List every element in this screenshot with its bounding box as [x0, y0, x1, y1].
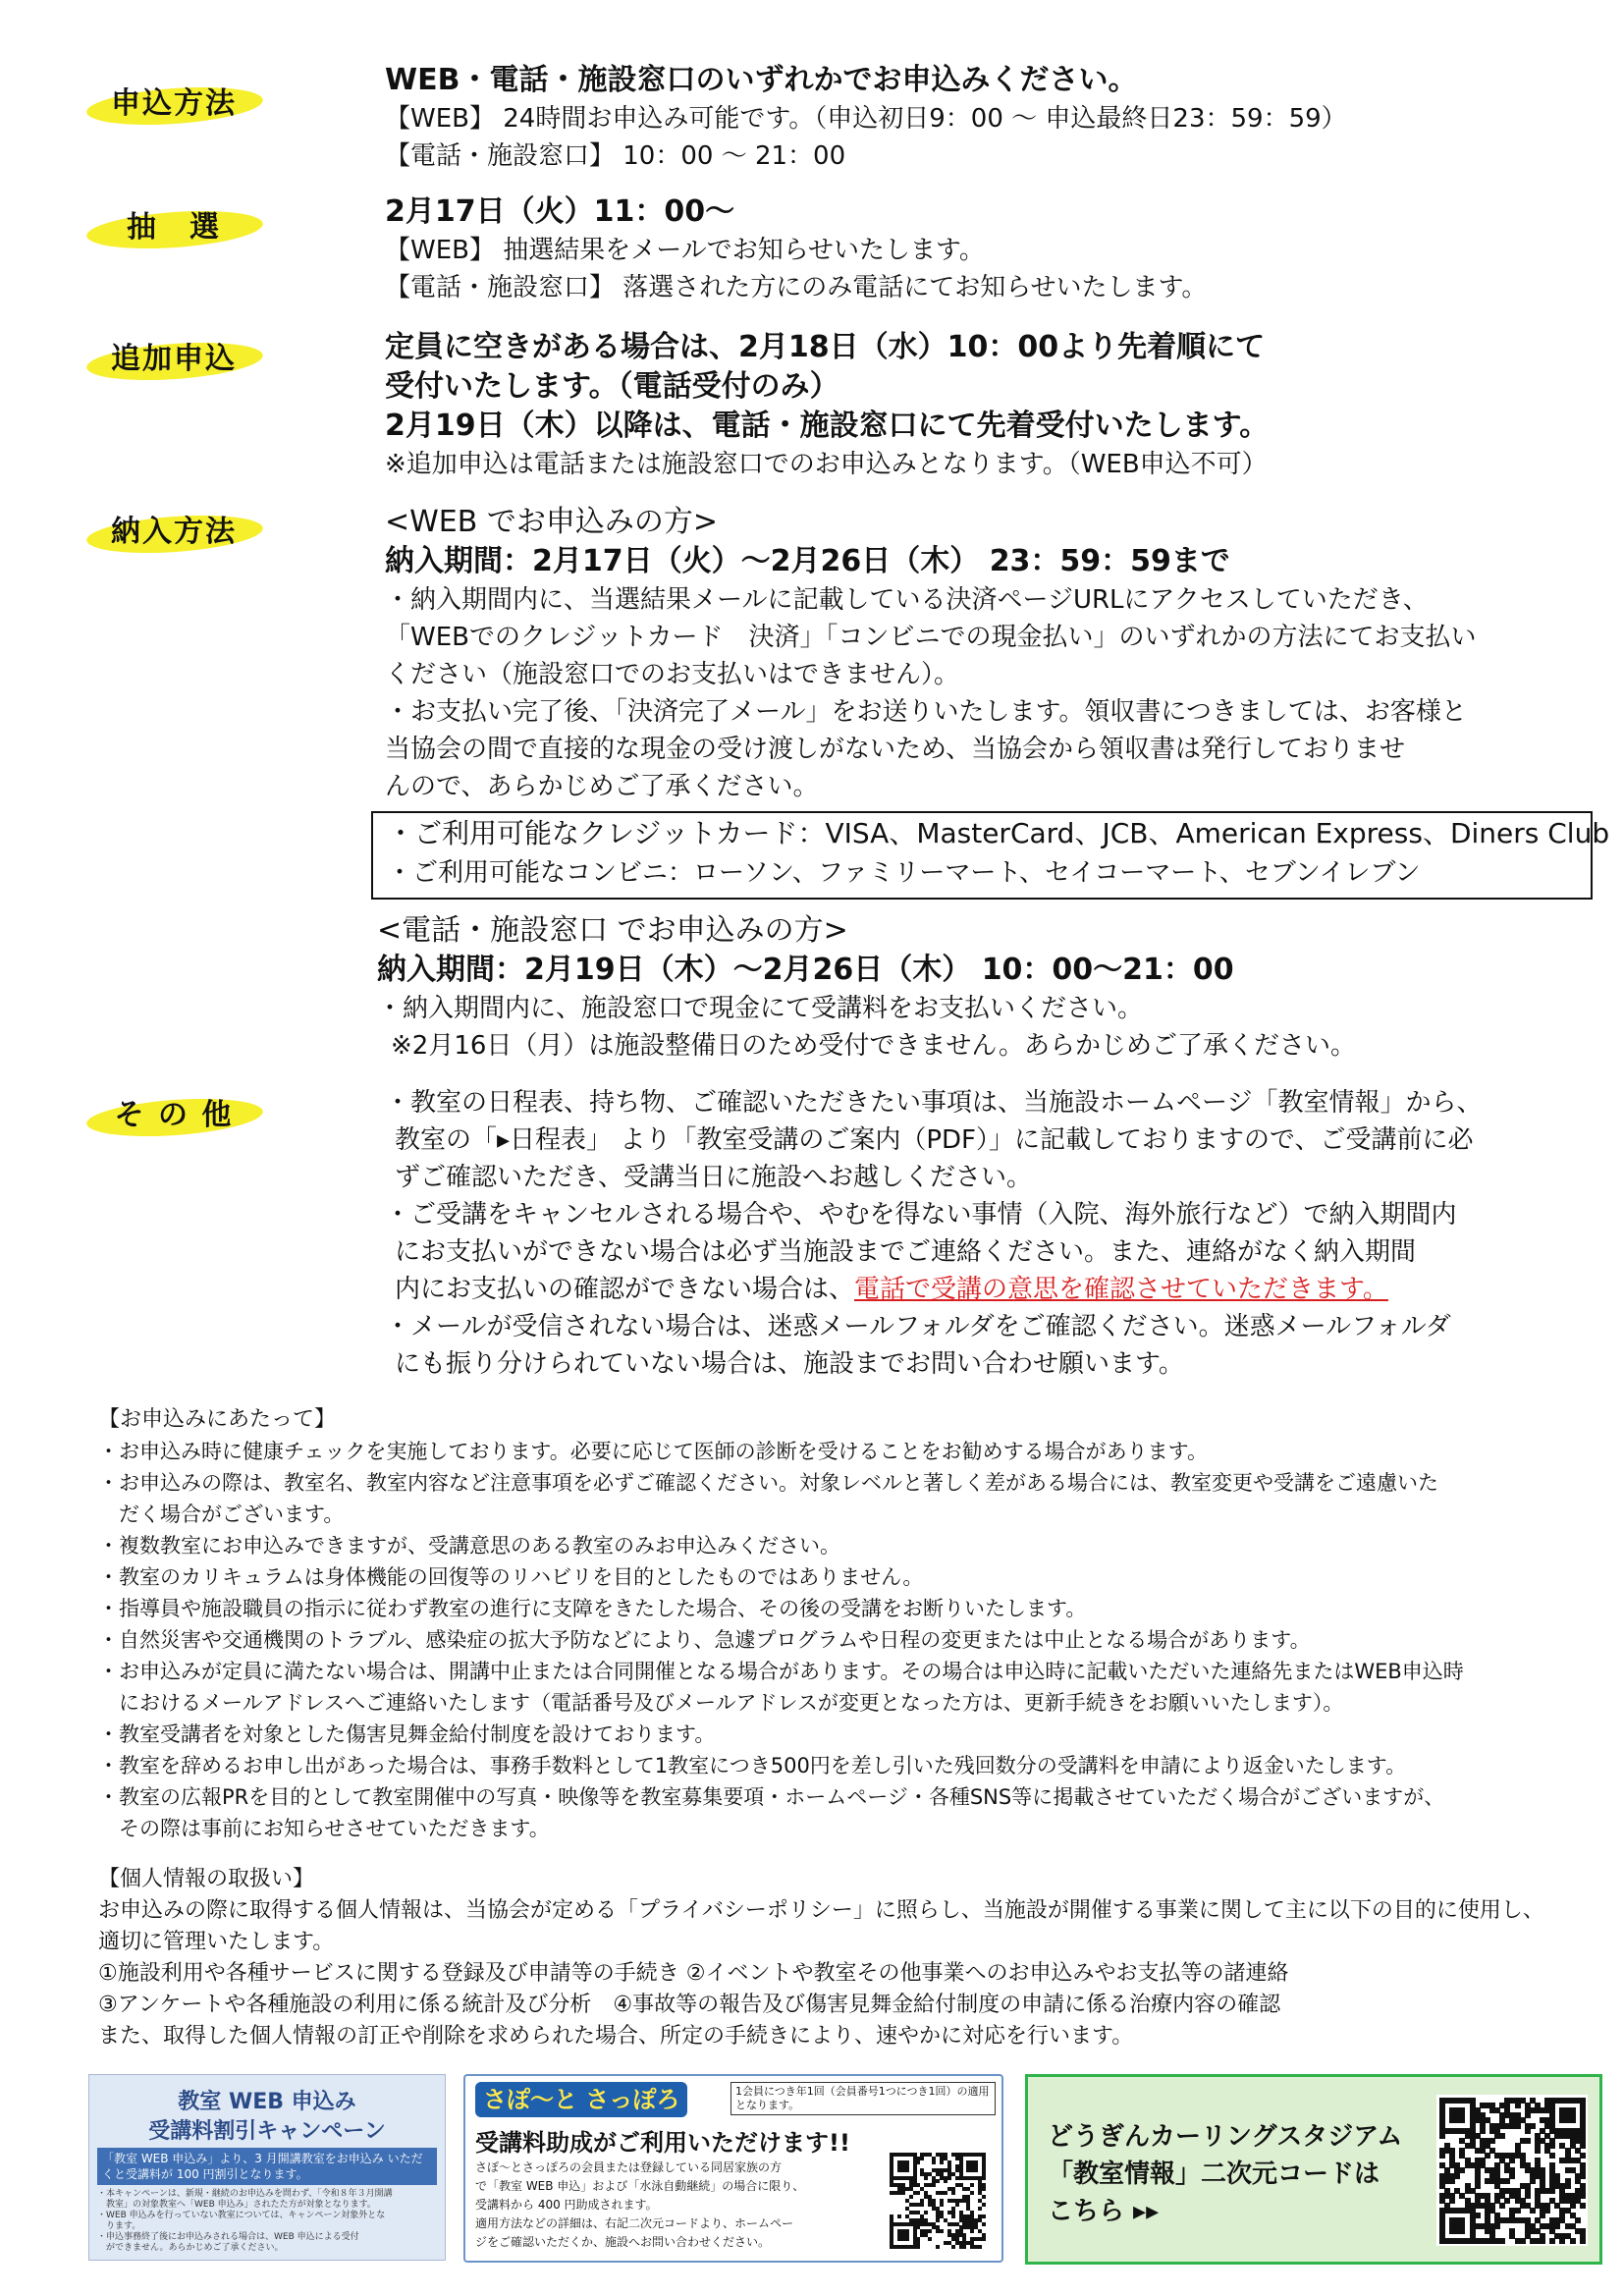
section-body-lottery	[385, 192, 1583, 306]
notes-line: におけるメールアドレスへご連絡いたします（電話番号及びメールアドレスが変更となった方は、更新手続きをお願いいたします）。	[98, 1691, 1344, 1715]
qr-module	[974, 2168, 978, 2172]
notes-line: だく場合がございます。	[98, 1503, 345, 1526]
qr-module	[951, 2245, 955, 2249]
qr-module	[982, 2222, 986, 2226]
qr-module	[955, 2203, 959, 2207]
curling-qr-panel	[1025, 2074, 1602, 2265]
qr-module	[962, 2245, 966, 2249]
sapporo-qr-code[interactable]	[890, 2153, 986, 2249]
qr-module	[932, 2183, 936, 2187]
sapporo-body-line: 受講料から 400 円助成されます。	[475, 2198, 658, 2212]
qr-module	[1549, 2238, 1555, 2244]
qr-module	[1459, 2228, 1465, 2234]
section-label-apply	[81, 69, 267, 122]
qr-module	[1439, 2153, 1445, 2159]
payment-web-line: 「WEBでのクレジットカード 決済」「コンビニでの現金払い」のいずれかの方法にてお支払い	[385, 623, 1477, 652]
qr-module	[1504, 2198, 1510, 2204]
qr-module	[1449, 2198, 1455, 2204]
campaign-title-1: 教室 WEB 申込み	[178, 2090, 356, 2114]
lottery-line-2: 【WEB】 抽選結果をメールでお知らせいたします。	[385, 236, 985, 265]
privacy-line: 適切に管理いたします。	[98, 1930, 335, 1954]
qr-module	[1549, 2188, 1555, 2194]
sapporo-usage-note: 1会員につき年1回（会員番号1つにつき1回）の適用となります。	[730, 2082, 996, 2115]
payment-options-box	[371, 811, 1610, 900]
application-notes	[98, 1404, 1551, 1844]
qr-module	[905, 2237, 909, 2241]
additional-line-2: 受付いたします。（電話受付のみ）	[385, 369, 839, 404]
section-body-apply	[385, 61, 1583, 175]
qr-module	[1489, 2138, 1495, 2144]
notes-line: ・お申込みが定員に満たない場合は、開講中止または合同開催となる場合があります。その場合は申込時に記載いただいた連絡先またはWEB申込時	[98, 1660, 1464, 1683]
qr-module	[1515, 2208, 1521, 2214]
qr-module	[1530, 2178, 1536, 2184]
qr-module	[1565, 2183, 1571, 2189]
qr-module	[928, 2229, 932, 2233]
qr-module	[1580, 2193, 1586, 2199]
privacy-line: ③アンケートや各種施設の利用に係る統計及び分析 ④事故等の報告及び傷害見舞金給付制度の申請に係る治療内容の確認	[98, 1993, 1281, 2017]
payment-web-heading: <WEB でお申込みの方>	[385, 505, 719, 539]
sapporo-body-line: さぽ〜とさっぽろの会員または登録している同居家族の方	[475, 2160, 783, 2174]
payment-web-line: 当協会の間で直接的な現金の受け渡しがないため、当協会から領収書は発行しておりませ	[385, 735, 1405, 764]
qr-module	[951, 2191, 955, 2195]
qr-module	[970, 2191, 974, 2195]
qr-module	[1535, 2148, 1541, 2154]
section-body-other	[385, 1084, 1583, 1383]
other-line: ・ご受講をキャンセルされる場合や、やむを得ない事情（入院、海外旅行など）で納入期間内	[385, 1200, 1457, 1230]
qr-module	[1559, 2238, 1565, 2244]
campaign-note: ・申込事務終了後にお申込みされる場合は、WEB 申込による受付	[97, 2232, 359, 2242]
qr-module	[932, 2160, 936, 2164]
qr-module	[1485, 2153, 1490, 2159]
other-line: にお支払いができない場合は必ず当施設までご連絡ください。また、連絡がなく納入期間	[395, 1237, 1417, 1267]
notes-line: ・教室を辞めるお申し出があった場合は、事務手数料として1教室につき500円を差し引いた残回数分の受講料を申請により返金いたします。	[98, 1754, 1407, 1777]
qr-module	[1544, 2208, 1550, 2214]
qr-module	[1570, 2238, 1576, 2244]
credit-card-line: ・ご利用可能なクレジットカード：VISA、MasterCard、JCB、American Express、Diners Club	[387, 817, 1610, 849]
section-label-lottery	[81, 192, 267, 246]
payment-counter-line: ※2月16日（月）は施設整備日のため受付できません。あらかじめご了承ください。	[391, 1031, 1356, 1061]
qr-module	[916, 2245, 920, 2249]
additional-line-1: 定員に空きがある場合は、2月18日（水）10：00より先着順にて	[385, 330, 1266, 364]
section-label-additional	[81, 324, 267, 377]
privacy-line: ①施設利用や各種サービスに関する登録及び申請等の手続き ②イベントや教室その他事業へのお申込みやお支払等の諸連絡	[98, 1961, 1289, 1986]
qr-module	[970, 2183, 974, 2187]
other-line: ・教室の日程表、持ち物、ご確認いただきたい事項は、当施設ホームページ「教室情報」から、	[385, 1088, 1483, 1118]
qr-module	[1540, 2213, 1545, 2218]
label-text: 追加申込	[111, 342, 237, 376]
section-body-payment-web	[385, 503, 1583, 805]
qr-module	[944, 2179, 947, 2183]
qr-module	[1580, 2238, 1586, 2244]
qr-module	[928, 2237, 932, 2241]
qr-info-line-3: こちら ▸▸	[1048, 2197, 1160, 2226]
qr-module	[944, 2191, 947, 2195]
privacy-line: お申込みの際に取得する個人情報は、当協会が定める「プライバシーポリシー」に照らし、当施設が開催する事業に関して主に以下の目的に使用し、	[98, 1898, 1544, 1923]
qr-module	[1580, 2153, 1586, 2159]
notes-line: ・複数教室にお申込みできますが、受講意思のある教室のみお申込みください。	[98, 1534, 840, 1558]
sapporo-body-line: で「教室 WEB 申込」および「水泳自動継続」の場合に限り、	[475, 2179, 805, 2193]
qr-module	[1515, 2103, 1521, 2108]
notes-line: ・お申込み時に健康チェックを実施しております。必要に応じて医師の診断を受けることをお勧めする場合があります。	[98, 1440, 1209, 1463]
campaign-note: 教室」の対象教室へ「WEB 申込み」されたた方が対象となります。	[97, 2200, 376, 2210]
qr-module	[1475, 2213, 1481, 2218]
qr-module	[940, 2203, 944, 2207]
qr-module	[1459, 2167, 1465, 2173]
qr-module	[936, 2245, 940, 2249]
other-line-with-red	[385, 1271, 1583, 1308]
apply-line-2: 【WEB】 24時間お申込み可能です。（申込初日9：00 ～ 申込最終日23：59：59）	[385, 104, 1347, 134]
qr-module	[1570, 2203, 1576, 2209]
qr-module	[920, 2157, 924, 2160]
qr-module	[1449, 2178, 1455, 2184]
qr-module	[940, 2229, 944, 2233]
label-text: 納入方法	[111, 515, 237, 549]
qr-info-line-2: 「教室情報」二次元コードは	[1048, 2159, 1380, 2189]
campaign-note: ・本キャンペーンは、新規・継続のお申込みを問わず、「令和８年３月開講	[97, 2189, 393, 2199]
payment-web-line: んので、あらかじめご了承ください。	[385, 772, 819, 801]
payment-web-line: ・納入期間内に、当選結果メールに記載している決済ページURLにアクセスしていただき、	[385, 585, 1429, 615]
qr-module	[982, 2176, 986, 2180]
section-label-other	[81, 1080, 267, 1133]
notes-line: ・自然災害や交通機関のトラブル、感染症の拡大予防などにより、急遽プログラムや日程の変更または中止となる場合があります。	[98, 1628, 1311, 1652]
qr-info-line-1: どうぎんカーリングスタジアム	[1048, 2122, 1403, 2152]
qr-module	[1475, 2183, 1481, 2189]
qr-module	[978, 2245, 982, 2249]
privacy-heading: 【個人情報の取扱い】	[98, 1867, 315, 1891]
lottery-line-3: 【電話・施設窓口】 落選された方にのみ電話にてお知らせいたします。	[385, 273, 1208, 302]
notes-line: ・教室受講者を対象とした傷害見舞金給付制度を設けております。	[98, 1722, 716, 1746]
qr-module	[982, 2237, 986, 2241]
qr-module	[905, 2168, 909, 2172]
qr-module	[970, 2229, 974, 2233]
notes-line: ・お申込みの際は、教室名、教室内容など注意事項を必ずご確認ください。対象レベルと著しく差がある場合には、教室変更や受講をご遠慮いた	[98, 1471, 1438, 1495]
qr-module	[940, 2160, 944, 2164]
qr-module	[1540, 2238, 1545, 2244]
qr-module	[982, 2187, 986, 2191]
qr-module	[909, 2195, 913, 2199]
qr-module	[924, 2211, 928, 2214]
qr-module	[1525, 2138, 1531, 2144]
sapporo-logo: さぽ〜と さっぽろ	[475, 2082, 687, 2117]
qr-module	[982, 2214, 986, 2218]
qr-module	[1499, 2133, 1505, 2139]
qr-module	[1580, 2143, 1586, 2149]
privacy-line: また、取得した個人情報の訂正や削除を求められた場合、所定の手続きにより、速やかに対応を行います。	[98, 2024, 1134, 2049]
apply-line-3: 【電話・施設窓口】 10：00 ～ 21：00	[385, 141, 846, 171]
sapporo-body	[475, 2159, 868, 2252]
qr-module	[1554, 2223, 1560, 2229]
payment-web-period: 納入期間：2月17日（火）～2月26日（木） 23：59：59まで	[385, 544, 1230, 578]
other-line: ・メールが受信されない場合は、迷惑メールフォルダをご確認ください。迷惑メールフォルダ	[385, 1312, 1451, 1341]
sapporo-headline: 受講料助成がご利用いただけます!!	[475, 2129, 850, 2157]
qr-module	[1549, 2153, 1555, 2159]
qr-module	[1580, 2203, 1586, 2209]
lottery-line-1: 2月17日（火）11：00～	[385, 194, 735, 229]
qr-module	[1504, 2178, 1510, 2184]
other-line: 教室の「▸日程表」 より「教室受講のご案内（PDF）」に記載しておりますので、ご受講前に必	[395, 1125, 1474, 1155]
notes-line: ・指導員や施設職員の指示に従わず教室の進行に支障をきたした場合、その後の受講をお断りいたします。	[98, 1597, 1087, 1620]
qr-module	[936, 2179, 940, 2183]
other-line: にも振り分けられていない場合は、施設までお問い合わせ願います。	[395, 1349, 1184, 1379]
section-body-additional	[385, 328, 1583, 483]
campaign-note: ・WEB 申込みを行っていない教室については、キャンペーン対象外とな	[97, 2211, 386, 2220]
label-text: 抽 選	[127, 210, 221, 245]
qr-module	[1520, 2238, 1526, 2244]
other-line: ずご確認いただき、受講当日に施設へお越しください。	[395, 1163, 1032, 1192]
qr-module	[978, 2207, 982, 2211]
qr-module	[897, 2214, 901, 2218]
campaign-small-notes	[97, 2189, 437, 2254]
other-line-text: 内にお支払いの確認ができない場合は、	[395, 1275, 855, 1304]
qr-module	[924, 2176, 928, 2180]
qr-module	[982, 2195, 986, 2199]
qr-module	[916, 2160, 920, 2164]
additional-line-4: ※追加申込は電話または施設窓口でのお申込みとなります。（WEB申込不可）	[385, 450, 1268, 479]
qr-module	[951, 2214, 955, 2218]
qr-module	[982, 2203, 986, 2207]
qr-module	[1439, 2133, 1445, 2139]
payment-counter-period: 納入期間：2月19日（木）～2月26日（木） 10：00～21：00	[377, 953, 1234, 987]
qr-module	[916, 2191, 920, 2195]
campaign-banner: 「教室 WEB 申込み」より、3 月開講教室をお申込み いただくと受講料が 100 円割引となります。	[97, 2148, 437, 2185]
qr-module	[1499, 2203, 1505, 2209]
qr-module	[1570, 2117, 1576, 2123]
qr-module	[1525, 2193, 1531, 2199]
notes-line: ・教室の広報PRを目的として教室開催中の写真・映像等を教室募集要項・ホームページ・各種SNS等に掲載させていただく場合がございますが、	[98, 1785, 1445, 1809]
convenience-store-line: ・ご利用可能なコンビニ：ローソン、ファミリーマート、セイコーマート、セブンイレブン	[387, 858, 1421, 888]
curling-qr-code[interactable]	[1436, 2095, 1588, 2246]
notes-heading: 【お申込みにあたって】	[98, 1407, 337, 1432]
qr-module	[1459, 2117, 1465, 2123]
qr-module	[920, 2203, 924, 2207]
sapporo-body-line: ジをご確認いただくか、施設へお問い合わせください。	[475, 2235, 771, 2249]
campaign-note: ります。	[97, 2221, 141, 2231]
campaign-note: ができません。あらかじめご了承ください。	[97, 2243, 284, 2253]
qr-module	[1530, 2123, 1536, 2129]
sapporo-body-line: 適用方法などの詳細は、右記二次元コードより、ホームペー	[475, 2216, 794, 2230]
qr-module	[1515, 2123, 1521, 2129]
qr-module	[1530, 2208, 1536, 2214]
payment-counter-line: ・納入期間内に、施設窓口で現金にて受講料をお支払いください。	[377, 994, 1144, 1023]
qr-module	[947, 2176, 951, 2180]
campaign-title-2: 受講料割引キャンペーン	[148, 2119, 386, 2144]
label-text: そ の 他	[114, 1098, 234, 1132]
section-body-payment-counter	[377, 911, 1575, 1065]
sapporo-subsidy-panel	[463, 2074, 1003, 2263]
apply-line-1: WEB・電話・施設窓口のいずれかでお申込みください。	[385, 63, 1138, 97]
campaign-panel	[88, 2074, 446, 2261]
qr-module	[1499, 2238, 1505, 2244]
privacy-section	[98, 1864, 1551, 2052]
red-notice-text: 電話で受講の意思を確認させていただきます。	[854, 1275, 1388, 1304]
qr-module	[1525, 2128, 1531, 2134]
qr-module	[1525, 2112, 1531, 2118]
payment-web-line: ・お支払い完了後、「決済完了メール」をお送りいたします。領収書につきましては、お客様と	[385, 697, 1467, 727]
label-text: 申込方法	[111, 86, 237, 121]
notes-line: その際は事前にお知らせさせていただきます。	[98, 1817, 550, 1840]
payment-web-line: ください（施設窓口でのお支払いはできません）。	[385, 660, 960, 689]
qr-module	[936, 2218, 940, 2222]
payment-counter-heading: <電話・施設窓口 でお申込みの方>	[377, 913, 848, 948]
qr-module	[1580, 2173, 1586, 2179]
section-label-payment	[81, 497, 267, 550]
notes-line: ・教室のカリキュラムは身体機能の回復等のリハビリを目的としたものではありません。	[98, 1565, 924, 1589]
additional-line-3: 2月19日（木）以降は、電話・施設窓口にて先着受付いたします。	[385, 409, 1270, 443]
qr-module	[901, 2191, 905, 2195]
